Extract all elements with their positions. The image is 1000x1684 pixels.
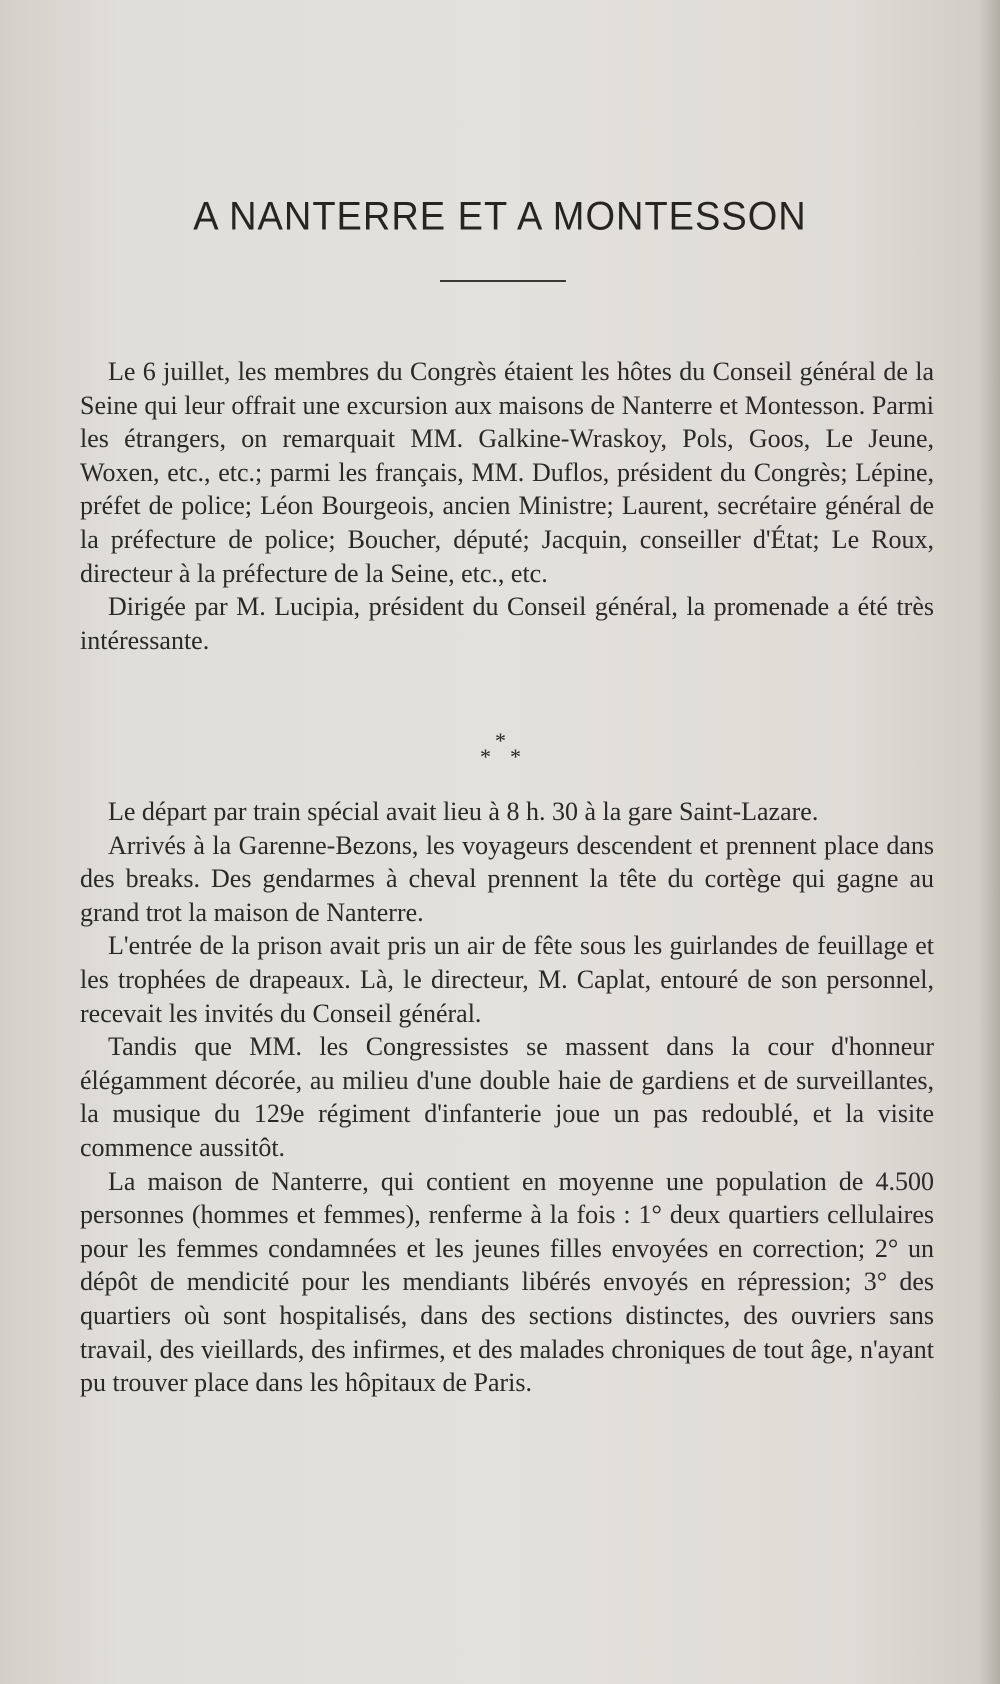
asterism-star: * <box>480 744 491 769</box>
paragraph: L'entrée de la prison avait pris un air de fête sous les guirlandes de feuillage et les trophées de drapeaux. Là, le directeur, M. Caplat, entouré de son personnel, recevait les invités du Conseil général. <box>80 931 934 1028</box>
page-edge-shadow <box>978 0 1000 1684</box>
paragraph: Le départ par train spécial avait lieu à 8 h. 30 à la gare Saint-Lazare. <box>108 797 819 826</box>
asterism-star: * <box>495 728 506 753</box>
paragraph: La maison de Nanterre, qui contient en moyenne une population de 4.500 personnes (hommes et femmes), renferme à la fois : 1° deux quartiers cellulaires pour les femmes condamnées et les jeunes filles envoyées en correction; 2° un dépôt de mendicité pour les mendiants libérés envoyés en répression; 3° des quartiers où sont hospitalisés, dans des sections distinctes, des ouvriers sans travail, des vieillards, des infirmes, et des malades chroniques de tout âge, n'ayant pu trouver place dans les hôpitaux de Paris. <box>80 1166 934 1398</box>
chapter-title: A NANTERRE ET A MONTESSON <box>193 194 807 240</box>
paragraph: Arrivés à la Garenne-Bezons, les voyageurs descendent et prennent place dans des breaks. Des gendarmes à cheval prennent la tête du cortège qui gagne au grand trot la maison de Nanterre. <box>80 830 934 927</box>
title-rule <box>440 280 566 282</box>
section-2 <box>80 795 934 1400</box>
paragraph: Dirigée par M. Lucipia, président du Conseil général, la promenade a été très intéressante. <box>80 592 934 655</box>
asterism-separator <box>476 730 530 770</box>
section-1 <box>80 355 934 657</box>
paragraph: Le 6 juillet, les membres du Congrès étaient les hôtes du Conseil général de la Seine qui leur offrait une excursion aux maisons de Nanterre et Montesson. Parmi les étrangers, on remarquait MM. Galkine-Wraskoy, Pols, Goos, Le Jeune, Woxen, etc., etc.; parmi les français, MM. Duflos, président du Congrès; Lépine, préfet de police; Léon Bourgeois, ancien Ministre; Laurent, secrétaire général de la préfecture de police; Boucher, député; Jacquin, conseiller d'État; Le Roux, directeur à la préfecture de la Seine, etc., etc. <box>80 357 934 588</box>
asterism-star: * <box>510 744 521 769</box>
paragraph: Tandis que MM. les Congressistes se massent dans la cour d'honneur élégamment décorée, au milieu d'une double haie de gardiens et de surveillantes, la musique du 129e régiment d'infanterie joue un pas redoublé, et la visite commence aussitôt. <box>80 1032 934 1162</box>
